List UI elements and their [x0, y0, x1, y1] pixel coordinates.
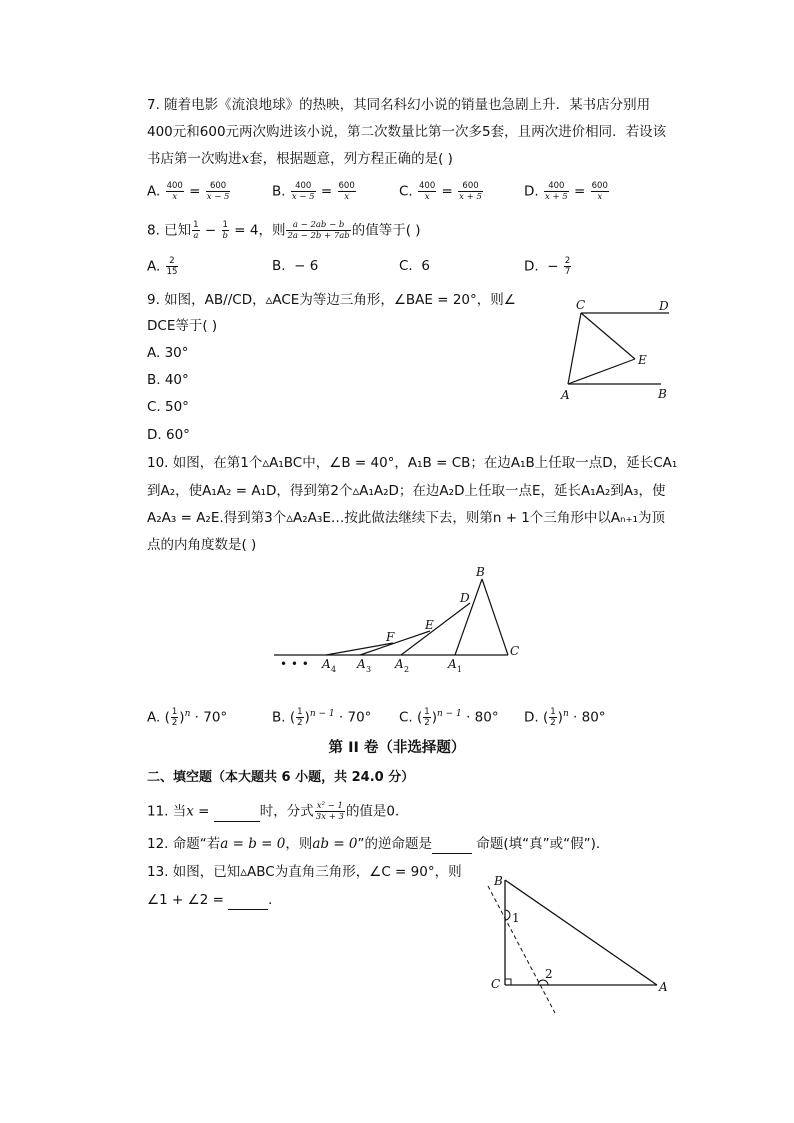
q10-stem-line1: 10. 如图，在第1个▵A₁BC中，∠B = 40°，A₁B = CB；在边A₁B上任取一点D，延长CA₁: [147, 455, 678, 471]
q13-label-b: B: [494, 874, 503, 888]
q9-option-d[interactable]: D. 60°: [147, 427, 190, 443]
q10-stem-line2: 到A₂，使A₁A₂ = A₁D，得到第2个▵A₁A₂D；在边A₂D上任取一点E，延长A₁A₂到A₃，使: [147, 483, 666, 499]
q10-label-a2: A: [395, 657, 404, 671]
q9-label-e: E: [638, 353, 647, 367]
q7-stem-line3: 书店第一次购进x套，根据题意，列方程正确的是( ): [147, 151, 453, 167]
q9-option-a[interactable]: A. 30°: [147, 345, 189, 361]
q10-option-b[interactable]: B. ( $\frac{1}{2}$ )$^{n - 1}$ · 70°: [272, 707, 372, 728]
q10-label-c: C: [510, 644, 520, 658]
q10-sub-3: 3: [366, 665, 372, 674]
q10-sub-2: 2: [404, 665, 410, 674]
q10-label-a3: A: [357, 657, 366, 671]
q12-stem: 12. 命题“若a = b = 0，则ab = 0”的逆命题是 命题(填“真”或“假”)．: [147, 836, 610, 852]
section2-heading: 二、填空题（本大题共 6 小题，共 24.0 分）: [147, 770, 415, 785]
q10-option-c[interactable]: C. ( $\frac{1}{2}$ )$^{n - 1}$ · 80°: [399, 707, 499, 728]
q9-option-c[interactable]: C. 50°: [147, 399, 189, 415]
q13-label-a: A: [659, 980, 668, 994]
q13-stem-line1: 13. 如图，已知▵ABC为直角三角形，∠C = 90°，则: [147, 864, 462, 880]
q8-option-a[interactable]: A. $\frac{2}{15}$: [147, 256, 178, 277]
q7-option-c[interactable]: C. $\frac{400}{x}$ = $\frac{600}{x + 5}$: [399, 181, 482, 202]
q11-stem: 11. 当x = 时，分式 $\frac{\text{x² − 1}}{3x + 3}$ 的值是0．: [147, 801, 409, 822]
q8-stem: 8. 已知 $\frac{1}{a}$ − $\frac{1}{b}$ = 4，则 $\frac{a - 2ab - b}{2a - 2b + 7ab}$ 的值等于( ): [147, 220, 421, 241]
q8-option-b[interactable]: B. − 6: [272, 258, 319, 274]
q9-stem-line2: DCE等于( ): [147, 318, 218, 334]
q9-label-a: A: [561, 388, 570, 402]
q10-label-d: D: [460, 591, 470, 605]
q10-sub-4: 4: [331, 665, 337, 674]
q10-dots: • • •: [280, 657, 309, 671]
q11-answer-blank[interactable]: [214, 807, 260, 822]
q13-angle-1: 1: [512, 911, 520, 925]
q10-stem-line3: A₂A₃ = A₂E.得到第3个▵A₂A₃E…按此做法继续下去，则第n + 1个三角形中以Aₙ₊₁为顶: [147, 510, 666, 526]
q9-stem-line1: 9. 如图，AB//CD，▵ACE为等边三角形，∠BAE = 20°，则∠: [147, 292, 516, 308]
q10-stem-line4: 点的内角度数是( ): [147, 537, 257, 553]
q10-label-a1: A: [448, 657, 457, 671]
part2-title: 第 II 卷（非选择题）: [328, 740, 466, 756]
q10-label-e: E: [425, 618, 434, 632]
q13-label-c: C: [491, 977, 501, 991]
q8-option-c[interactable]: C. 6: [399, 258, 430, 274]
q7-stem-line2: 400元和600元两次购进该小说，第二次数量比第一次多5套，且两次进价相同．若设该: [147, 124, 667, 140]
q9-option-b[interactable]: B. 40°: [147, 372, 189, 388]
q12-answer-blank[interactable]: [432, 839, 472, 854]
q10-option-a[interactable]: A. ( $\frac{1}{2}$ )$^n$ · 70°: [147, 707, 228, 728]
q7-option-d[interactable]: D. $\frac{400}{x + 5}$ = $\frac{600}{x}$: [524, 181, 608, 202]
q9-figure: [555, 296, 680, 406]
q10-label-f: F: [386, 630, 395, 644]
q10-label-a4: A: [322, 657, 331, 671]
q9-label-c: C: [576, 298, 586, 312]
q13-angle-2: 2: [545, 967, 553, 981]
q10-figure: [270, 565, 530, 680]
q7-stem-line1: 7. 随着电影《流浪地球》的热映，其同名科幻小说的销量也急剧上升．某书店分别用: [147, 97, 651, 113]
q9-label-b: B: [658, 387, 667, 401]
q7-option-a[interactable]: A. $\frac{400}{x}$ = $\frac{600}{x - 5}$: [147, 181, 230, 202]
q13-answer-blank[interactable]: [228, 895, 268, 910]
q10-label-b: B: [476, 565, 485, 579]
q9-label-d: D: [659, 299, 669, 313]
q8-option-d[interactable]: D. − $\frac{2}{7}$: [524, 256, 571, 277]
q10-sub-1: 1: [457, 665, 463, 674]
q7-option-b[interactable]: B. $\frac{400}{x - 5}$ = $\frac{600}{x}$: [272, 181, 355, 202]
q13-stem-line2: ∠1 + ∠2 = ．: [147, 892, 282, 908]
q13-figure: [480, 868, 680, 1018]
q10-option-d[interactable]: D. ( $\frac{1}{2}$ )$^n$ · 80°: [524, 707, 606, 728]
